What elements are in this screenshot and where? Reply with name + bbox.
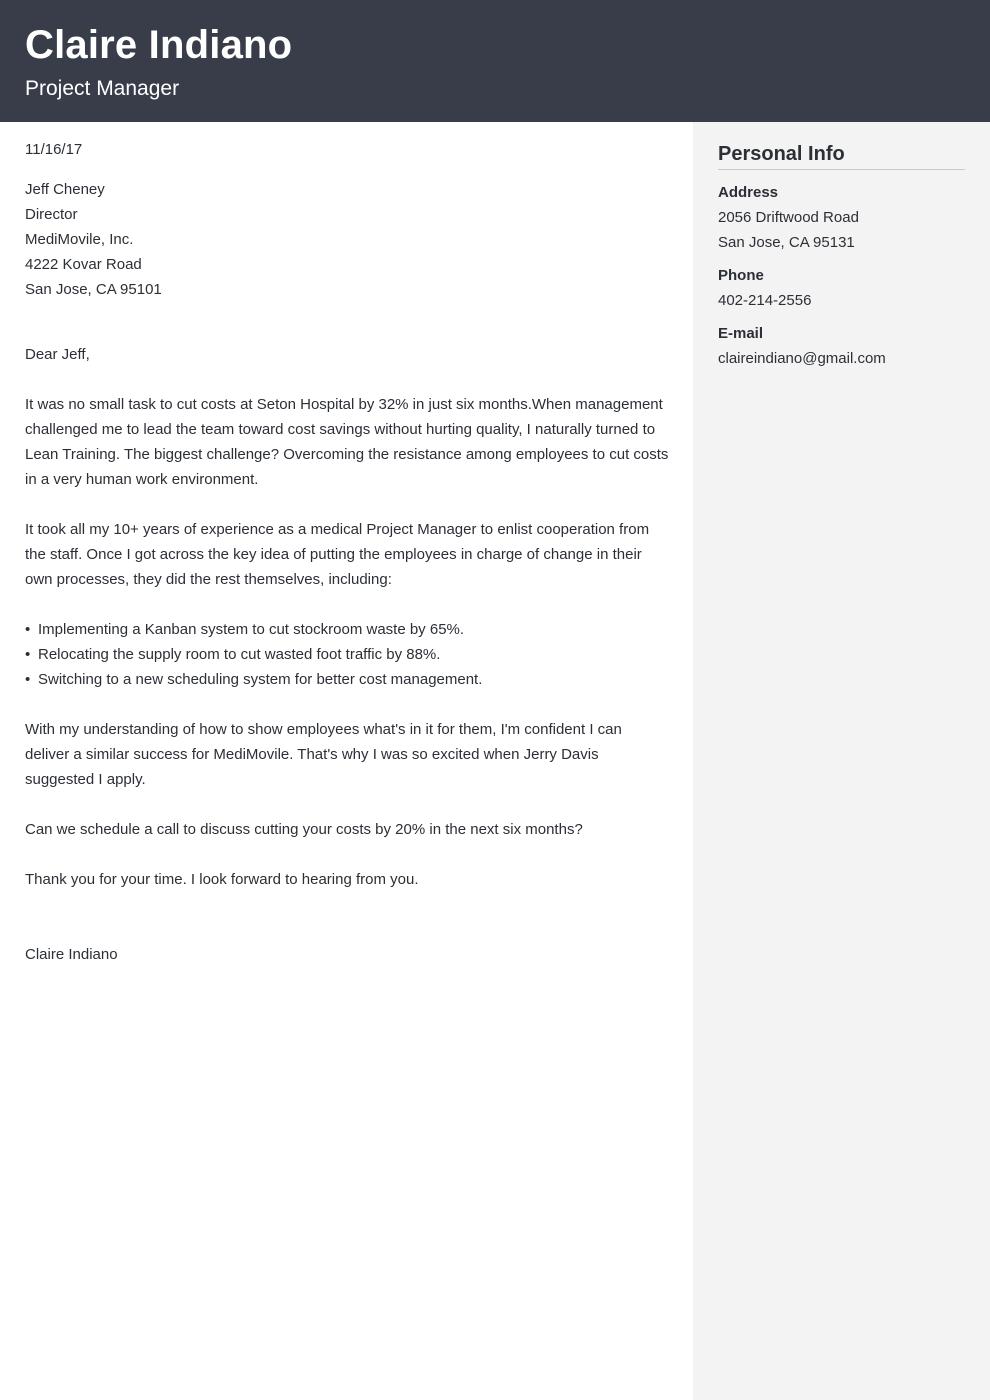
email-label: E-mail (718, 325, 764, 342)
address-label: Address (718, 184, 779, 201)
list-item (25, 642, 670, 667)
letter-greeting: Dear Jeff, (25, 346, 90, 363)
applicant-title: Project Manager (25, 77, 180, 100)
recipient-street: 4222 Kovar Road (25, 256, 142, 273)
email-section (718, 321, 965, 371)
letter-paragraph: Thank you for your time. I look forward to hearing from you. (25, 871, 419, 888)
list-item (25, 667, 670, 692)
letter-signature: Claire Indiano (25, 946, 118, 963)
letter-body (25, 137, 670, 967)
address-section (718, 180, 965, 255)
letter-date: 11/16/17 (25, 141, 83, 158)
list-item-text: Relocating the supply room to cut wasted foot traffic by 88%. (38, 646, 441, 663)
recipient-name: Jeff Cheney (25, 181, 105, 198)
personal-info-heading: Personal Info (718, 142, 965, 170)
resume-header (0, 0, 990, 122)
applicant-name: Claire Indiano (25, 23, 293, 67)
personal-info-sidebar (693, 122, 990, 1400)
list-item-text: Implementing a Kanban system to cut stockroom waste by 65%. (38, 621, 465, 638)
recipient-company: MediMovile, Inc. (25, 231, 134, 248)
email-value: claireindiano@gmail.com (718, 350, 886, 367)
bullet-icon: • (25, 621, 31, 638)
address-line: San Jose, CA 95131 (718, 234, 855, 251)
recipient-city: San Jose, CA 95101 (25, 281, 162, 298)
address-line: 2056 Driftwood Road (718, 209, 859, 226)
phone-label: Phone (718, 267, 764, 284)
letter-paragraph: It was no small task to cut costs at Seton Hospital by 32% in just six months.When management challenged me to lead the team toward cost savings without hurting quality, I naturally turned to Lean Training. The biggest challenge? Overcoming the resistance among employees to cut costs in a very human work environment. (25, 396, 669, 488)
recipient-title: Director (25, 206, 78, 223)
letter-paragraph: With my understanding of how to show employees what's in it for them, I'm confident I can deliver a similar success for MediMovile. That's why I was so excited when Jerry Davis suggested I apply. (25, 721, 622, 788)
achievements-list (25, 617, 670, 692)
phone-section (718, 263, 965, 313)
letter-paragraph: Can we schedule a call to discuss cutting your costs by 20% in the next six months? (25, 821, 583, 838)
list-item-text: Switching to a new scheduling system for better cost management. (38, 671, 483, 688)
recipient-block (25, 177, 670, 302)
phone-value: 402-214-2556 (718, 292, 812, 309)
list-item (25, 617, 670, 642)
bullet-icon: • (25, 646, 31, 663)
letter-paragraph: It took all my 10+ years of experience as a medical Project Manager to enlist cooperation from the staff. Once I got across the key idea of putting the employees in charge of change in their own processes, they did the rest themselves, including: (25, 521, 650, 588)
bullet-icon: • (25, 671, 31, 688)
